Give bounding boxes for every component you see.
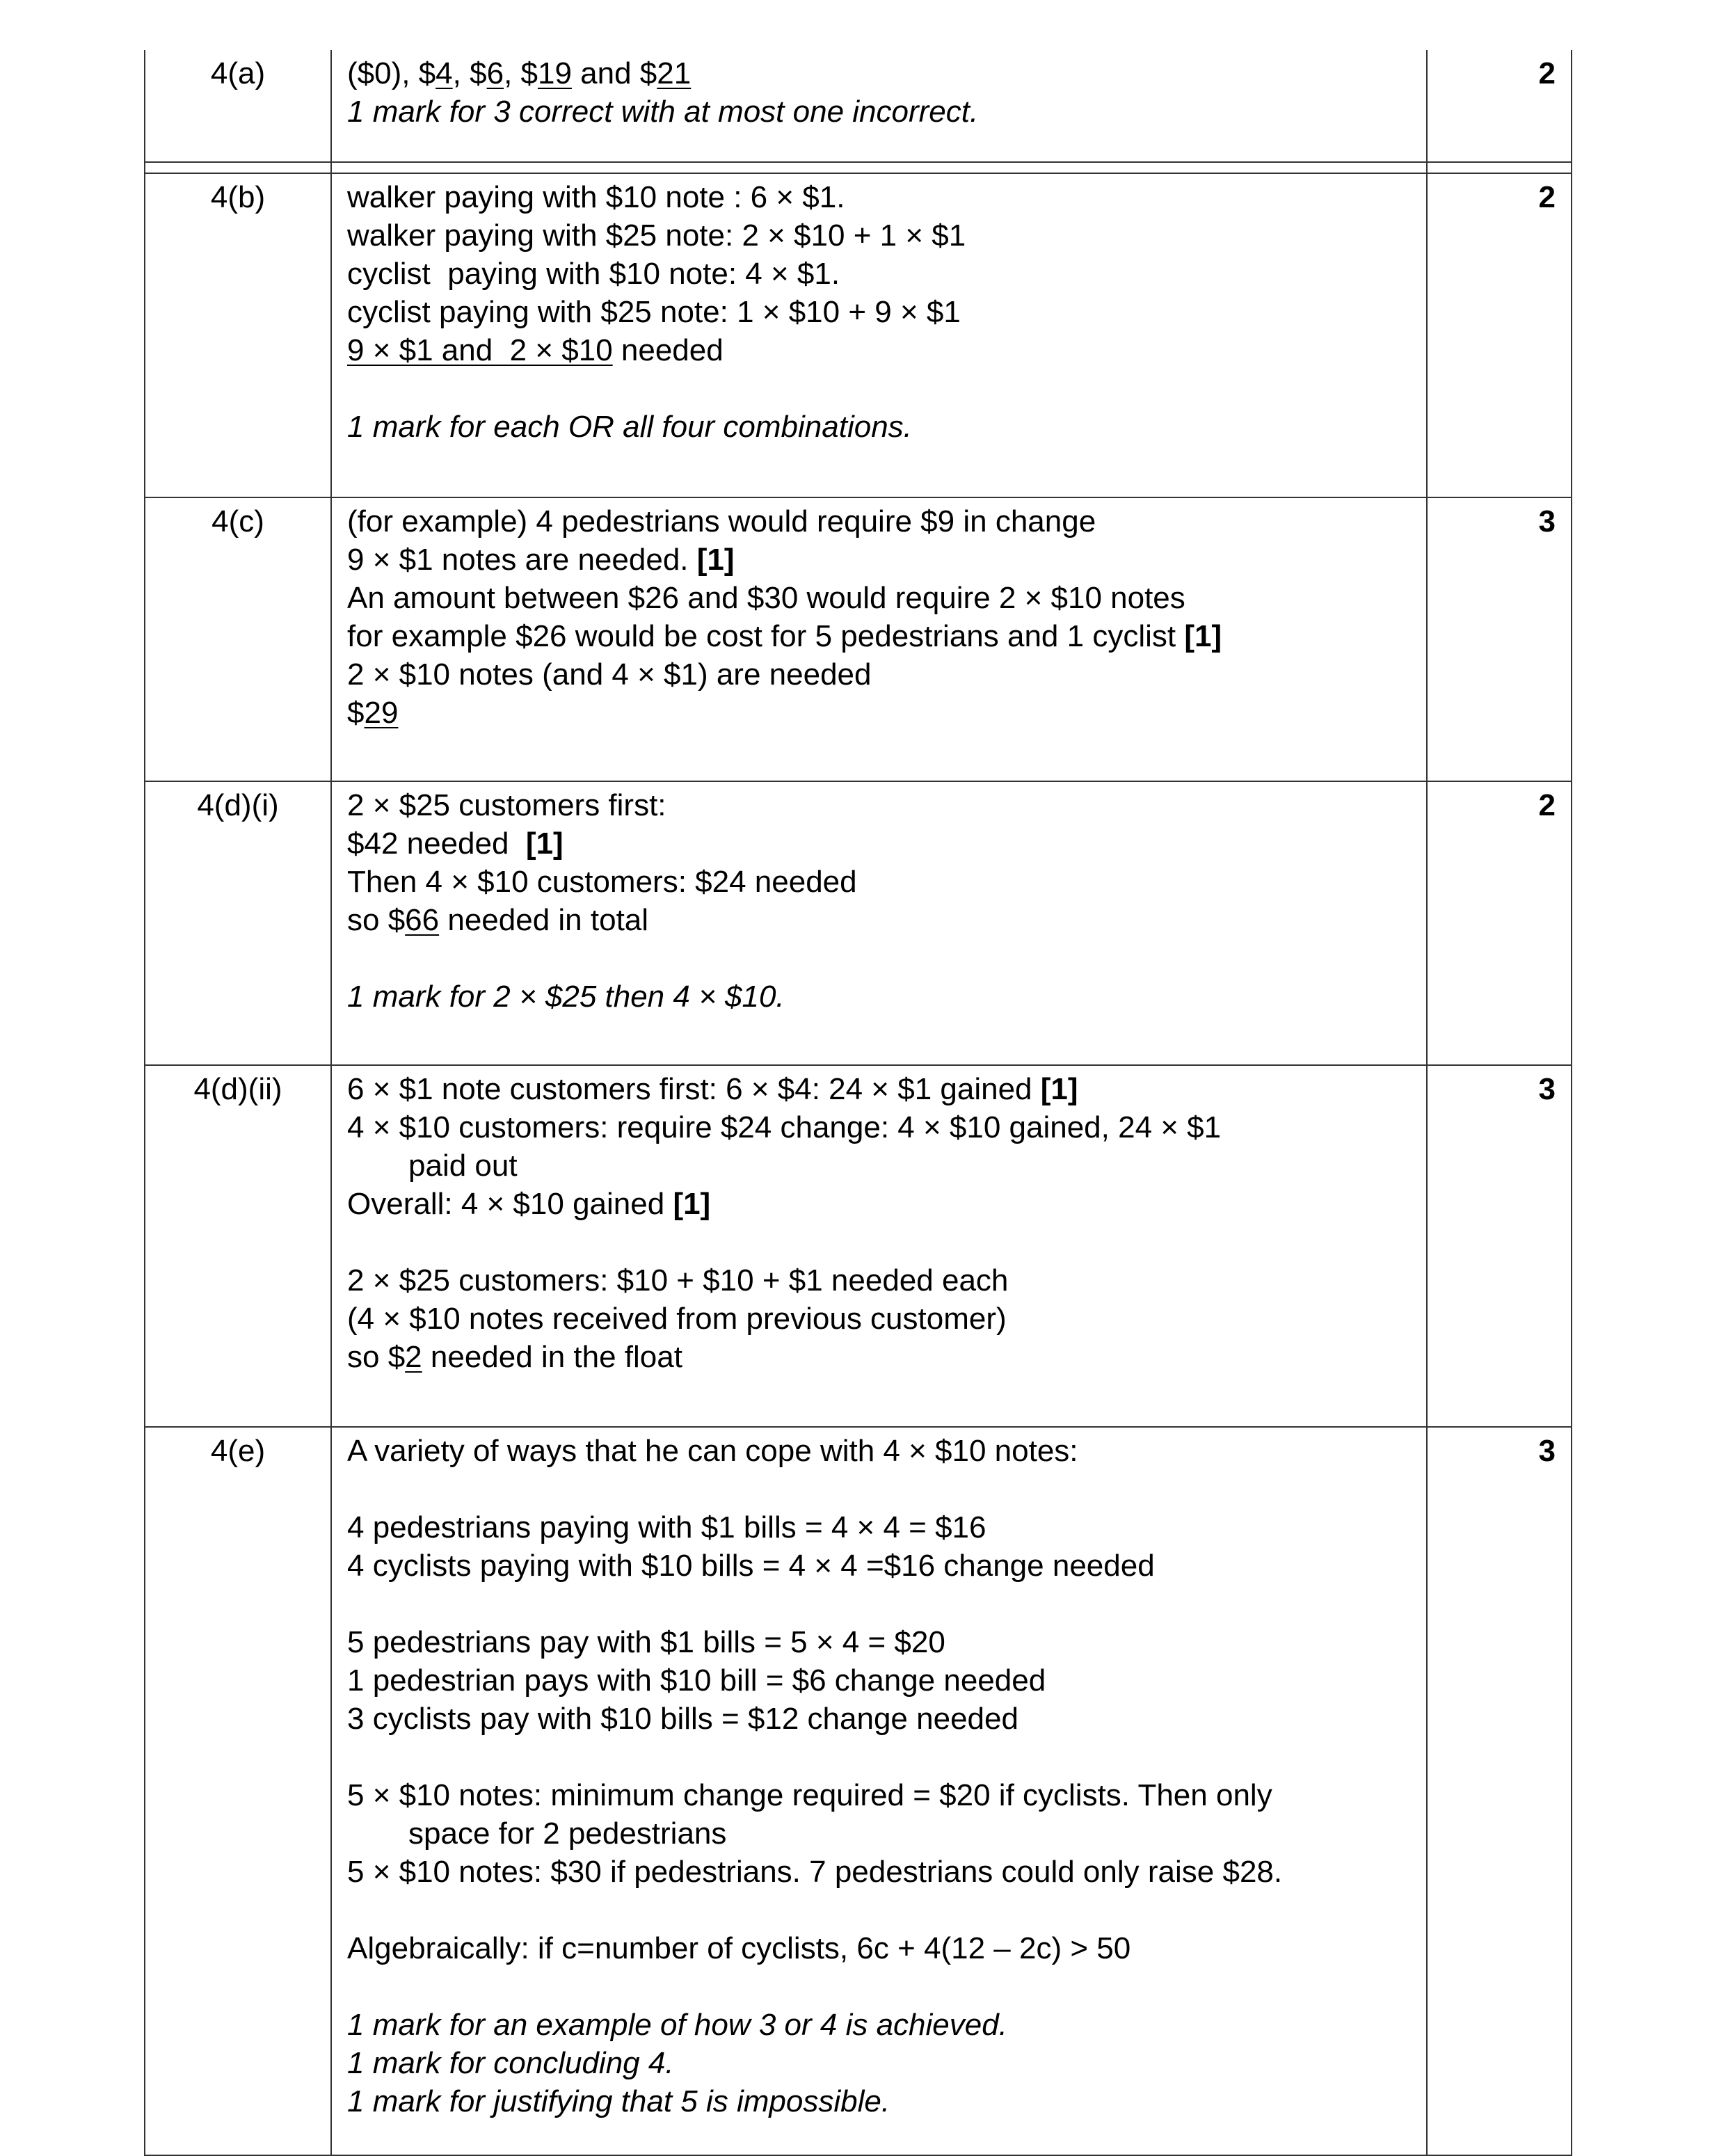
answer-line <box>347 1661 1411 1700</box>
answer-line <box>347 1623 1411 1661</box>
answer-cell <box>331 173 1427 497</box>
answer-text: space for 2 pedestrians <box>408 1816 727 1851</box>
answer-line <box>347 824 1411 863</box>
answer-line <box>347 178 1411 216</box>
answer-text: Algebraically: if c=number of cyclists, 6c + 4(12 – 2c) > 50 <box>347 1931 1131 1965</box>
answer-line <box>347 2082 1411 2121</box>
underlined-answer: 21 <box>657 56 692 90</box>
answer-line <box>347 1776 1411 1814</box>
answer-text: , $ <box>452 56 487 90</box>
mark-tag: [1] <box>673 1187 711 1221</box>
blank-line <box>347 1223 1411 1261</box>
answer-line <box>347 1185 1411 1223</box>
answer-line <box>347 54 1411 93</box>
separator-cell <box>331 162 1427 173</box>
underlined-answer: 19 <box>537 56 572 90</box>
answer-text: paid out <box>408 1149 518 1183</box>
marks-value: 3 <box>1538 504 1556 538</box>
answer-cell <box>331 497 1427 781</box>
answer-lines <box>347 54 1411 131</box>
answer-text: cyclist paying with $10 note: 4 × $1. <box>347 257 840 291</box>
blank-line <box>347 369 1411 408</box>
blank-line <box>347 1738 1411 1776</box>
question-cell <box>145 781 331 1065</box>
answer-text: 9 × $1 notes are needed. <box>347 543 697 577</box>
answer-text: 1 mark for justifying that 5 is impossible. <box>347 2084 890 2118</box>
answer-text: $ <box>347 696 365 730</box>
row-4d-ii <box>145 1065 1572 1427</box>
answer-text: 4 × $10 customers: require $24 change: 4 × $10 gained, 24 × $1 <box>347 1110 1222 1144</box>
answer-line <box>347 1300 1411 1338</box>
answer-text: , $ <box>504 56 538 90</box>
answer-line <box>347 2044 1411 2082</box>
answer-lines <box>347 786 1411 1016</box>
answer-line <box>347 1853 1411 1891</box>
separator-cell <box>145 162 331 173</box>
answer-text: 1 mark for concluding 4. <box>347 2046 674 2080</box>
row-4d-i <box>145 781 1572 1065</box>
answer-text: needed <box>612 333 724 367</box>
answer-line <box>347 1147 1411 1185</box>
answer-line <box>347 541 1411 579</box>
answer-line <box>347 93 1411 131</box>
answer-lines <box>347 178 1411 446</box>
answer-line <box>347 1508 1411 1547</box>
answer-text: 2 × $25 customers first: <box>347 788 666 822</box>
answer-line <box>347 863 1411 901</box>
mark-tag: [1] <box>525 827 564 861</box>
blank-line <box>347 939 1411 977</box>
question-label: 4(d)(i) <box>197 788 279 822</box>
mark-tag: [1] <box>1040 1072 1078 1106</box>
answer-text: walker paying with $10 note : 6 × $1. <box>347 180 845 214</box>
mark-tag: [1] <box>696 543 735 577</box>
answer-text: needed in the float <box>422 1340 682 1374</box>
answer-line <box>347 1929 1411 1967</box>
answer-line <box>347 1338 1411 1376</box>
blank-line <box>347 1585 1411 1623</box>
answer-line <box>347 1261 1411 1300</box>
answer-line <box>347 2006 1411 2044</box>
answer-text: An amount between $26 and $30 would require 2 × $10 notes <box>347 581 1185 615</box>
answer-text: ($0), $ <box>347 56 436 90</box>
answer-line <box>347 655 1411 694</box>
answer-cell <box>331 1427 1427 2155</box>
answer-text: so $ <box>347 903 406 937</box>
answer-text: 3 cyclists pay with $10 bills = $12 change needed <box>347 1702 1018 1736</box>
row-4a <box>145 50 1572 162</box>
answer-text: needed in total <box>439 903 649 937</box>
answer-text: 4 pedestrians paying with $1 bills = 4 × 4 = $16 <box>347 1510 986 1544</box>
question-cell <box>145 1427 331 2155</box>
answer-line <box>347 786 1411 824</box>
mark-tag: [1] <box>1184 619 1222 653</box>
question-cell <box>145 173 331 497</box>
underlined-answer: 6 <box>486 56 504 90</box>
marks-value: 2 <box>1538 788 1556 822</box>
marks-cell <box>1427 781 1572 1065</box>
marks-value: 3 <box>1538 1072 1556 1106</box>
answer-text: 6 × $1 note customers first: 6 × $4: 24 × $1 gained <box>347 1072 1041 1106</box>
question-label: 4(e) <box>210 1434 266 1468</box>
answer-line <box>347 694 1411 732</box>
row-4b <box>145 173 1572 497</box>
answer-line <box>347 331 1411 369</box>
answer-text: cyclist paying with $25 note: 1 × $10 + 9 × $1 <box>347 295 961 329</box>
marks-cell <box>1427 497 1572 781</box>
answer-line <box>347 1432 1411 1470</box>
underlined-answer: 66 <box>405 903 440 937</box>
underlined-answer: 29 <box>364 696 399 730</box>
answer-line <box>347 408 1411 446</box>
answer-text: so $ <box>347 1340 406 1374</box>
answer-text: 4 cyclists paying with $10 bills = 4 × 4 =$16 change needed <box>347 1549 1155 1583</box>
answer-line <box>347 1070 1411 1108</box>
question-label: 4(c) <box>211 504 264 538</box>
answer-text: $42 needed <box>347 827 526 861</box>
answer-text: Then 4 × $10 customers: $24 needed <box>347 865 857 899</box>
row-4c <box>145 497 1572 781</box>
answer-line <box>347 216 1411 255</box>
answer-text: 1 mark for each OR all four combinations. <box>347 410 912 444</box>
answer-line <box>347 1814 1411 1853</box>
answer-line <box>347 617 1411 655</box>
answer-lines <box>347 1432 1411 2121</box>
answer-text: 5 pedestrians pay with $1 bills = 5 × 4 = $20 <box>347 1625 945 1659</box>
answer-cell <box>331 1065 1427 1427</box>
row-4e <box>145 1427 1572 2155</box>
row-separator <box>145 162 1572 173</box>
underlined-answer: 4 <box>436 56 453 90</box>
answer-cell <box>331 781 1427 1065</box>
answer-line <box>347 502 1411 541</box>
question-label: 4(b) <box>210 180 266 214</box>
answer-text: 2 × $10 notes (and 4 × $1) are needed <box>347 657 872 692</box>
question-cell <box>145 1065 331 1427</box>
marks-value: 2 <box>1538 180 1556 214</box>
answer-line <box>347 977 1411 1016</box>
answer-text: and $ <box>571 56 657 90</box>
blank-line <box>347 1891 1411 1929</box>
underlined-answer: 2 <box>405 1340 422 1374</box>
marks-cell <box>1427 1427 1572 2155</box>
answer-text: 1 pedestrian pays with $10 bill = $6 change needed <box>347 1663 1046 1698</box>
answer-text: Overall: 4 × $10 gained <box>347 1187 673 1221</box>
marks-cell <box>1427 1065 1572 1427</box>
blank-line <box>347 1967 1411 2006</box>
answer-text: 1 mark for 2 × $25 then 4 × $10. <box>347 980 785 1014</box>
question-cell <box>145 497 331 781</box>
answer-text: 5 × $10 notes: $30 if pedestrians. 7 pedestrians could only raise $28. <box>347 1855 1283 1889</box>
question-label: 4(d)(ii) <box>193 1072 282 1106</box>
marks-cell <box>1427 50 1572 162</box>
answer-text: 2 × $25 customers: $10 + $10 + $1 needed each <box>347 1263 1009 1297</box>
answer-line <box>347 1108 1411 1147</box>
question-label: 4(a) <box>210 56 266 90</box>
answer-line <box>347 579 1411 617</box>
separator-cell <box>1427 162 1572 173</box>
answer-line <box>347 255 1411 293</box>
answer-lines <box>347 502 1411 732</box>
answer-text: for example $26 would be cost for 5 pedestrians and 1 cyclist <box>347 619 1185 653</box>
mark-scheme-table <box>144 50 1572 2156</box>
answer-text: A variety of ways that he can cope with 4 × $10 notes: <box>347 1434 1078 1468</box>
marks-value: 2 <box>1538 56 1556 90</box>
marks-cell <box>1427 173 1572 497</box>
answer-text: 1 mark for an example of how 3 or 4 is achieved. <box>347 2008 1007 2042</box>
question-cell <box>145 50 331 162</box>
underlined-answer: 9 × $1 and 2 × $10 <box>347 333 613 367</box>
answer-line <box>347 1700 1411 1738</box>
marks-value: 3 <box>1538 1434 1556 1468</box>
answer-text: 5 × $10 notes: minimum change required = $20 if cyclists. Then only <box>347 1778 1272 1812</box>
answer-line <box>347 293 1411 331</box>
answer-text: 1 mark for 3 correct with at most one incorrect. <box>347 95 979 129</box>
answer-text: (for example) 4 pedestrians would require $9 in change <box>347 504 1096 538</box>
blank-line <box>347 1470 1411 1508</box>
answer-text: (4 × $10 notes received from previous customer) <box>347 1302 1007 1336</box>
answer-line <box>347 1547 1411 1585</box>
answer-line <box>347 901 1411 939</box>
answer-lines <box>347 1070 1411 1376</box>
answer-cell <box>331 50 1427 162</box>
answer-text: walker paying with $25 note: 2 × $10 + 1 × $1 <box>347 218 966 253</box>
